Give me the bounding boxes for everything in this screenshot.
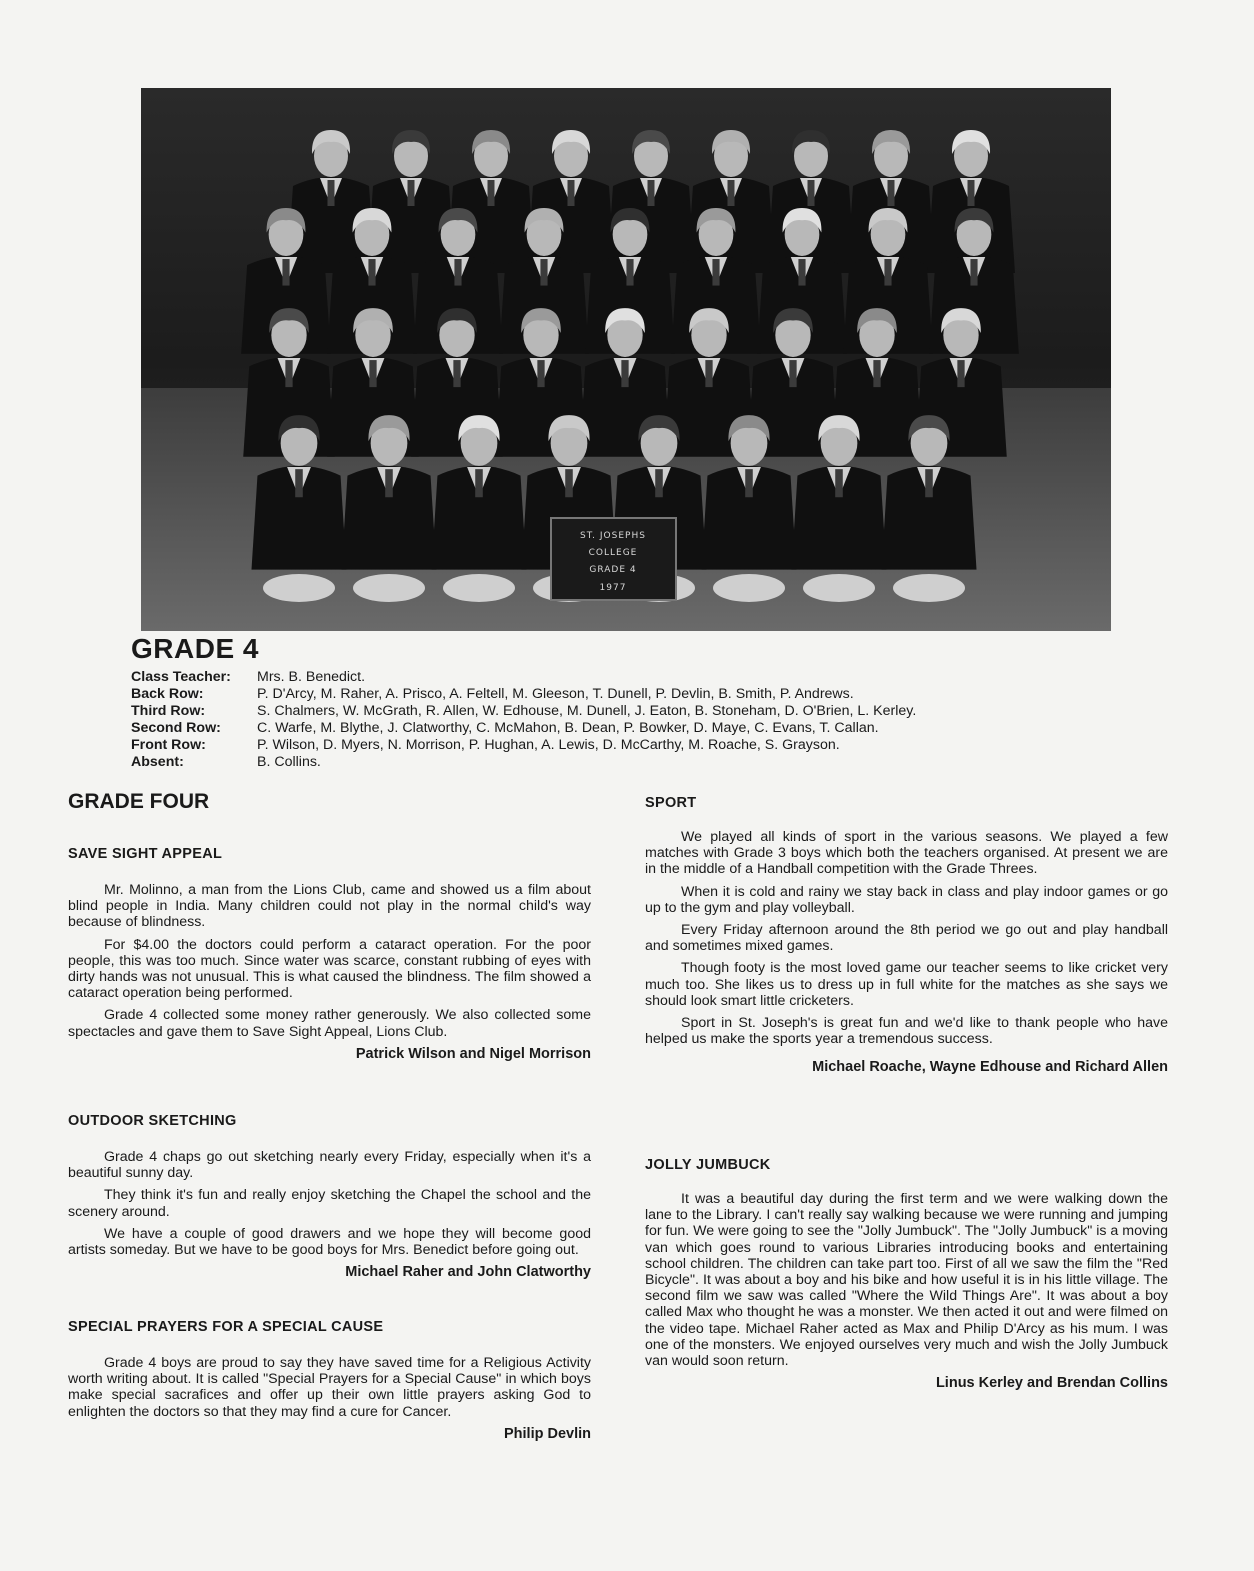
paragraph: It was a beautiful day during the first term and we were walking down the lane to the Library. I can't really say walking because we were running and jumping for fun. We were going to see the "Jolly Jumbuck". The "Jolly Jumbuck" is a moving van which goes round to various Libraries introducing books and entertaining school children. The children can take part too. First of all we saw the film the "Red Bicycle". It was about a boy and his bike and how useful it is in his little village. The second film we saw was called "Where the Wild Things Are". It was about a boy called Max who thought he was a monster. We then acted it out and were filmed on the video tape. Michael Raher acted as Max and Philip D'Arcy as his mum. I was one of the monsters. We enjoyed ourselves very much and wish the Jolly Jumbuck van would soon return. [645,1191,1168,1370]
section-title: SPORT [645,795,697,811]
roster-row-absent [131,754,1131,771]
author-byline: Michael Roache, Wayne Edhouse and Richard Allen [812,1059,1168,1076]
section-title: OUTDOOR SKETCHING [68,1113,237,1129]
section-title: JOLLY JUMBUCK [645,1157,771,1173]
roster-row-teacher [131,669,1131,686]
school-sign [551,518,676,600]
paragraph: Every Friday afternoon around the 8th period we go out and play handball and sometimes mixed games. [645,922,1168,955]
paragraph: Sport in St. Joseph's is great fun and we'd like to thank people who have helped us make the sports year a tremendous success. [645,1015,1168,1048]
roster-names: P. Wilson, D. Myers, N. Morrison, P. Hughan, A. Lewis, D. McCarthy, M. Roache, S. Grayson. [257,737,840,753]
section-outdoor-sketching [68,1113,591,1280]
paragraph: We played all kinds of sport in the various seasons. We played a few matches with Grade 3 boys which both the teachers organised. At present we are in the middle of a Handball competition with the Grade Threes. [645,829,1168,878]
section-jolly-jumbuck [645,1157,1168,1391]
grade-heading: GRADE 4 [131,633,259,664]
author-byline: Philip Devlin [503,1425,591,1442]
roster-names: B. Collins. [257,754,321,770]
article-title: GRADE FOUR [68,790,210,813]
roster-label: Front Row: [131,737,206,753]
roster-label: Second Row: [131,720,221,736]
roster-names: C. Warfe, M. Blythe, J. Clatworthy, C. McMahon, B. Dean, P. Bowker, D. Maye, C. Evans, T. Callan. [257,720,879,736]
paragraph: Though footy is the most loved game our teacher seems to like cricket very much too. She likes us to dress up in full white for the matches as she says we should look smart little cricketers. [645,960,1168,1009]
roster-row-third [131,703,1131,720]
author-byline: Linus Kerley and Brendan Collins [935,1375,1168,1392]
sign-line-3: GRADE 4 [589,565,637,575]
paragraph: For $4.00 the doctors could perform a cataract operation. For the poor people, this was too much. Since water was scarce, constant rubbing of eyes with dirty hands was not unusual. This is what caused the blindness. The film showed a cataract operation being performed. [68,936,591,1002]
sign-line-1: ST. JOSEPHS [580,531,646,541]
class-photo-drawing [141,88,1111,631]
student-knees [443,574,515,602]
student-knees [263,574,335,602]
class-photo [141,88,1111,631]
author-byline: Michael Raher and John Clatworthy [345,1264,591,1281]
sign-line-4: 1977 [599,583,627,593]
paragraph: Grade 4 collected some money rather generously. We also collected some spectacles and gave them to Save Sight Appeal, Lions Club. [68,1007,591,1040]
student-knees [803,574,875,602]
paragraph: When it is cold and rainy we stay back in class and play indoor games or go up to the gym and play volleyball. [645,883,1168,916]
paragraph: We have a couple of good drawers and we hope they will become good artists someday. But we have to be good boys for Mrs. Benedict before going out. [68,1225,591,1259]
student-knees [893,574,965,602]
paragraph: Mr. Molinno, a man from the Lions Club, came and showed us a film about blind people in India. Many children could not play in the normal child's way because of blindness. [68,882,591,931]
paragraph: Grade 4 chaps go out sketching nearly every Friday, especially when it's a beautiful sunny day. [68,1149,591,1182]
section-sport [645,795,1168,1075]
roster-label: Absent: [131,754,184,770]
roster-label: Third Row: [131,703,206,719]
class-roster [131,669,1131,771]
roster-row-front [131,737,1131,754]
roster-label: Back Row: [131,686,204,702]
roster-names: S. Chalmers, W. McGrath, R. Allen, W. Edhouse, M. Dunell, J. Eaton, B. Stoneham, D. O'Brien, L. Kerley. [257,703,917,719]
section-title: SAVE SIGHT APPEAL [68,846,223,862]
paragraph: Grade 4 boys are proud to say they have saved time for a Religious Activity worth writing about. It is called "Special Prayers for a Special Cause" in which boys make special sacrafices and offer up their own little prayers asking God to enlighten the doctors so that they may find a cure for Cancer. [68,1355,591,1420]
roster-names: P. D'Arcy, M. Raher, A. Prisco, A. Feltell, M. Gleeson, T. Dunell, P. Devlin, B. Smith, P. Andrews. [257,686,854,702]
section-special-prayers [68,1319,591,1442]
author-byline: Patrick Wilson and Nigel Morrison [355,1045,591,1062]
roster-label: Class Teacher: [131,669,231,685]
section-title: SPECIAL PRAYERS FOR A SPECIAL CAUSE [68,1319,384,1335]
roster-row-back [131,686,1131,703]
roster-row-second [131,720,1131,737]
section-save-sight [68,846,591,1062]
roster-names: Mrs. B. Benedict. [257,669,366,685]
sign-line-2: COLLEGE [588,548,638,558]
student-knees [353,574,425,602]
student-knees [713,574,785,602]
paragraph: They think it's fun and really enjoy sketching the Chapel the school and the scenery around. [68,1187,591,1220]
